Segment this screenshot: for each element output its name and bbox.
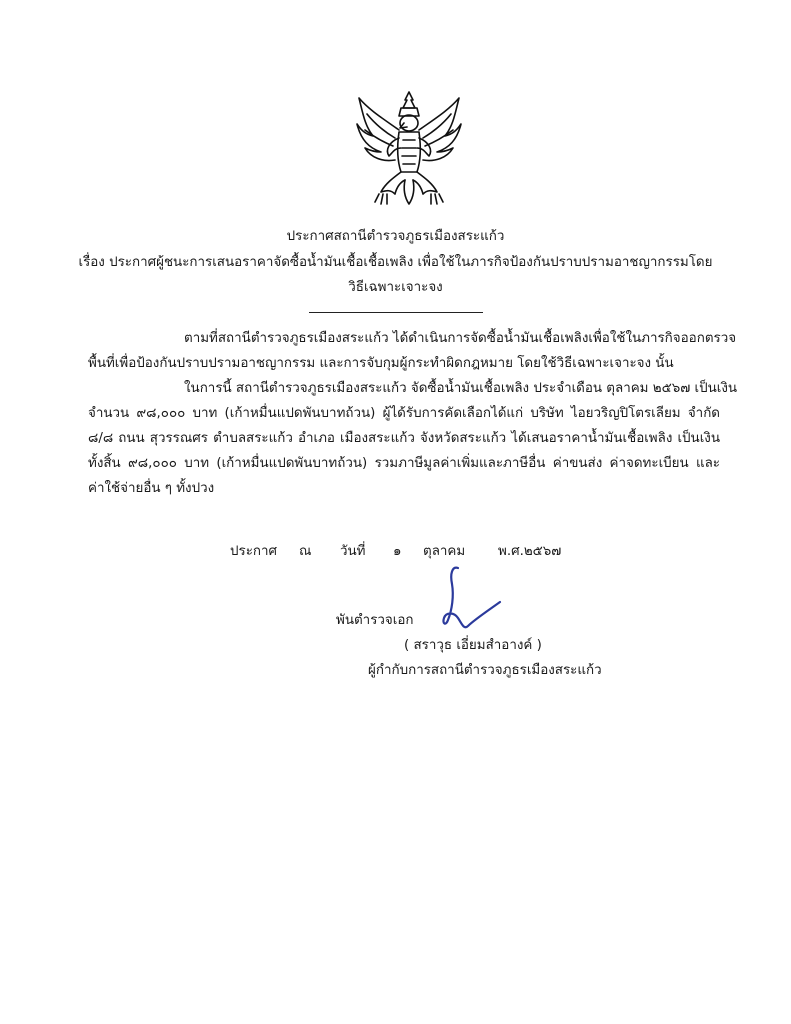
paragraph-line: พื้นที่เพื่อป้องกันปราบปรามอาชญากรรม และการจับกุมผู้กระทำผิดกฎหมาย โดยใช้วิธีเฉพาะเจาะจง นั้น [88, 356, 674, 371]
handwritten-signature-icon [428, 562, 508, 642]
paragraph-line: ๘/๘ ถนน สุวรรณศร ตำบลสระแก้ว อำเภอ เมืองสระแก้ว จังหวัดสระแก้ว ได้เสนอราคาน้ำมันเชื้อเพลิง เป็นเงิน [88, 431, 720, 446]
announce-day: ๑ [393, 544, 402, 559]
announce-year: พ.ศ.๒๕๖๗ [498, 544, 562, 559]
paragraph-line: ทั้งสิ้น ๙๘,๐๐๐ บาท (เก้าหมื่นแปดพันบาทถ้วน) รวมภาษีมูลค่าเพิ่มและภาษีอื่น ค่าขนส่ง ค่าจดทะเบียน และ [88, 456, 720, 471]
signer-position: ผู้กำกับการสถานีตำรวจภูธรเมืองสระแก้ว [368, 663, 602, 678]
announcement-subject: เรื่อง ประกาศผู้ชนะการเสนอราคาจัดซื้อน้ำมันเชื้อเชื้อเพลิง เพื่อใช้ในภารกิจป้องกันปราบปรามอาชญากรรมโดย [78, 255, 713, 270]
paragraph-2 [88, 381, 738, 506]
garuda-emblem-icon [355, 90, 463, 208]
paragraph-1 [88, 331, 737, 381]
signer-name: ( สราวุธ เอี่ยมสำอางค์ ) [404, 638, 542, 653]
announcement-subject-continued: วิธีเฉพาะเจาะจง [348, 280, 443, 295]
announcement-title: ประกาศสถานีตำรวจภูธรเมืองสระแก้ว [286, 229, 505, 244]
announce-at: ณ [299, 544, 312, 559]
paragraph-line: ตามที่สถานีตำรวจภูธรเมืองสระแก้ว ได้ดำเนินการจัดซื้อน้ำมันเชื้อเพลิงเพื่อใช้ในภารกิจออกตรวจ [184, 331, 737, 346]
paragraph-line: ค่าใช้จ่ายอื่น ๆ ทั้งปวง [88, 481, 215, 496]
title-divider [309, 312, 483, 313]
paragraph-line: จำนวน ๙๘,๐๐๐ บาท (เก้าหมื่นแปดพันบาทถ้วน) ผู้ได้รับการคัดเลือกได้แก่ บริษัท ไอยวริญปิโตรเลียม จำกัด [88, 406, 720, 421]
signer-rank: พันตำรวจเอก [336, 613, 414, 628]
announce-month: ตุลาคม [423, 544, 466, 559]
announce-day-label: วันที่ [340, 544, 366, 559]
announce-label: ประกาศ [230, 544, 278, 559]
paragraph-line: ในการนี้ สถานีตำรวจภูธรเมืองสระแก้ว จัดซื้อน้ำมันเชื้อเพลิง ประจำเดือน ตุลาคม ๒๕๖๗ เป็นเงิน [184, 381, 738, 396]
